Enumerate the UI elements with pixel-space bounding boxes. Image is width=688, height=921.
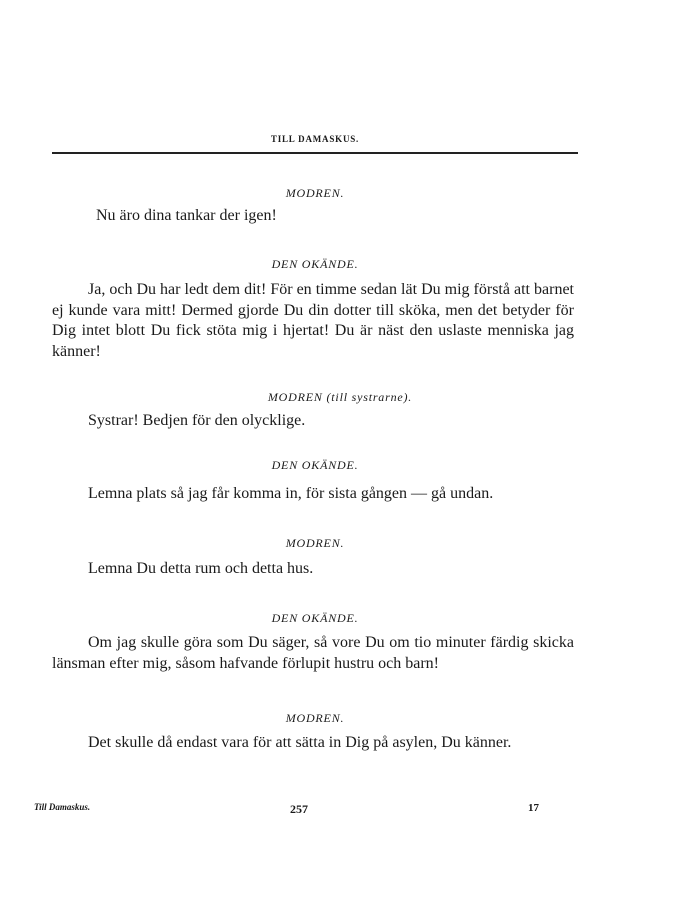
speaker-label: MODREN.: [285, 536, 345, 550]
dialogue-paragraph: Ja, och Du har ledt dem dit! För en timme sedan lät Du mig förstå att barnet ej kunde vara mitt! Dermed gjorde Du din dotter till sköka, men det betyder för Dig intet blott Du fick stöta mig i hjertat! Du är näst den uslaste menniska jag känner!: [52, 281, 574, 360]
dialogue-paragraph: Systrar! Bedjen för den olycklige.: [88, 412, 306, 429]
speaker-label: DEN OKÄNDE.: [271, 611, 359, 625]
dialogue-paragraph: Om jag skulle göra som Du säger, så vore Du om tio minuter färdig skicka länsman efter mig, såsom hafvande förlupit hustru och barn!: [52, 634, 574, 672]
dialogue-paragraph: Lemna Du detta rum och detta hus.: [88, 560, 314, 577]
page-number: 257: [290, 802, 308, 816]
signature-mark: 17: [528, 802, 539, 814]
speaker-label: DEN OKÄNDE.: [271, 458, 359, 472]
dialogue-paragraph: Lemna plats så jag får komma in, för sista gången — gå undan.: [88, 485, 494, 502]
speaker-label: MODREN (till systrarne).: [267, 390, 413, 404]
speaker-label: DEN OKÄNDE.: [271, 257, 359, 271]
dialogue-paragraph: Nu äro dina tankar der igen!: [96, 207, 277, 224]
header-rule: [52, 152, 578, 154]
speaker-label: MODREN.: [285, 711, 345, 725]
stage-direction: (till systrarne).: [326, 390, 413, 404]
footer-book-title: Till Damaskus.: [34, 802, 91, 812]
dialogue-paragraph: Det skulle då endast vara för att sätta in Dig på asylen, Du känner.: [88, 734, 512, 751]
speaker-label: MODREN.: [285, 186, 345, 200]
running-header: TILL DAMASKUS.: [270, 134, 360, 144]
